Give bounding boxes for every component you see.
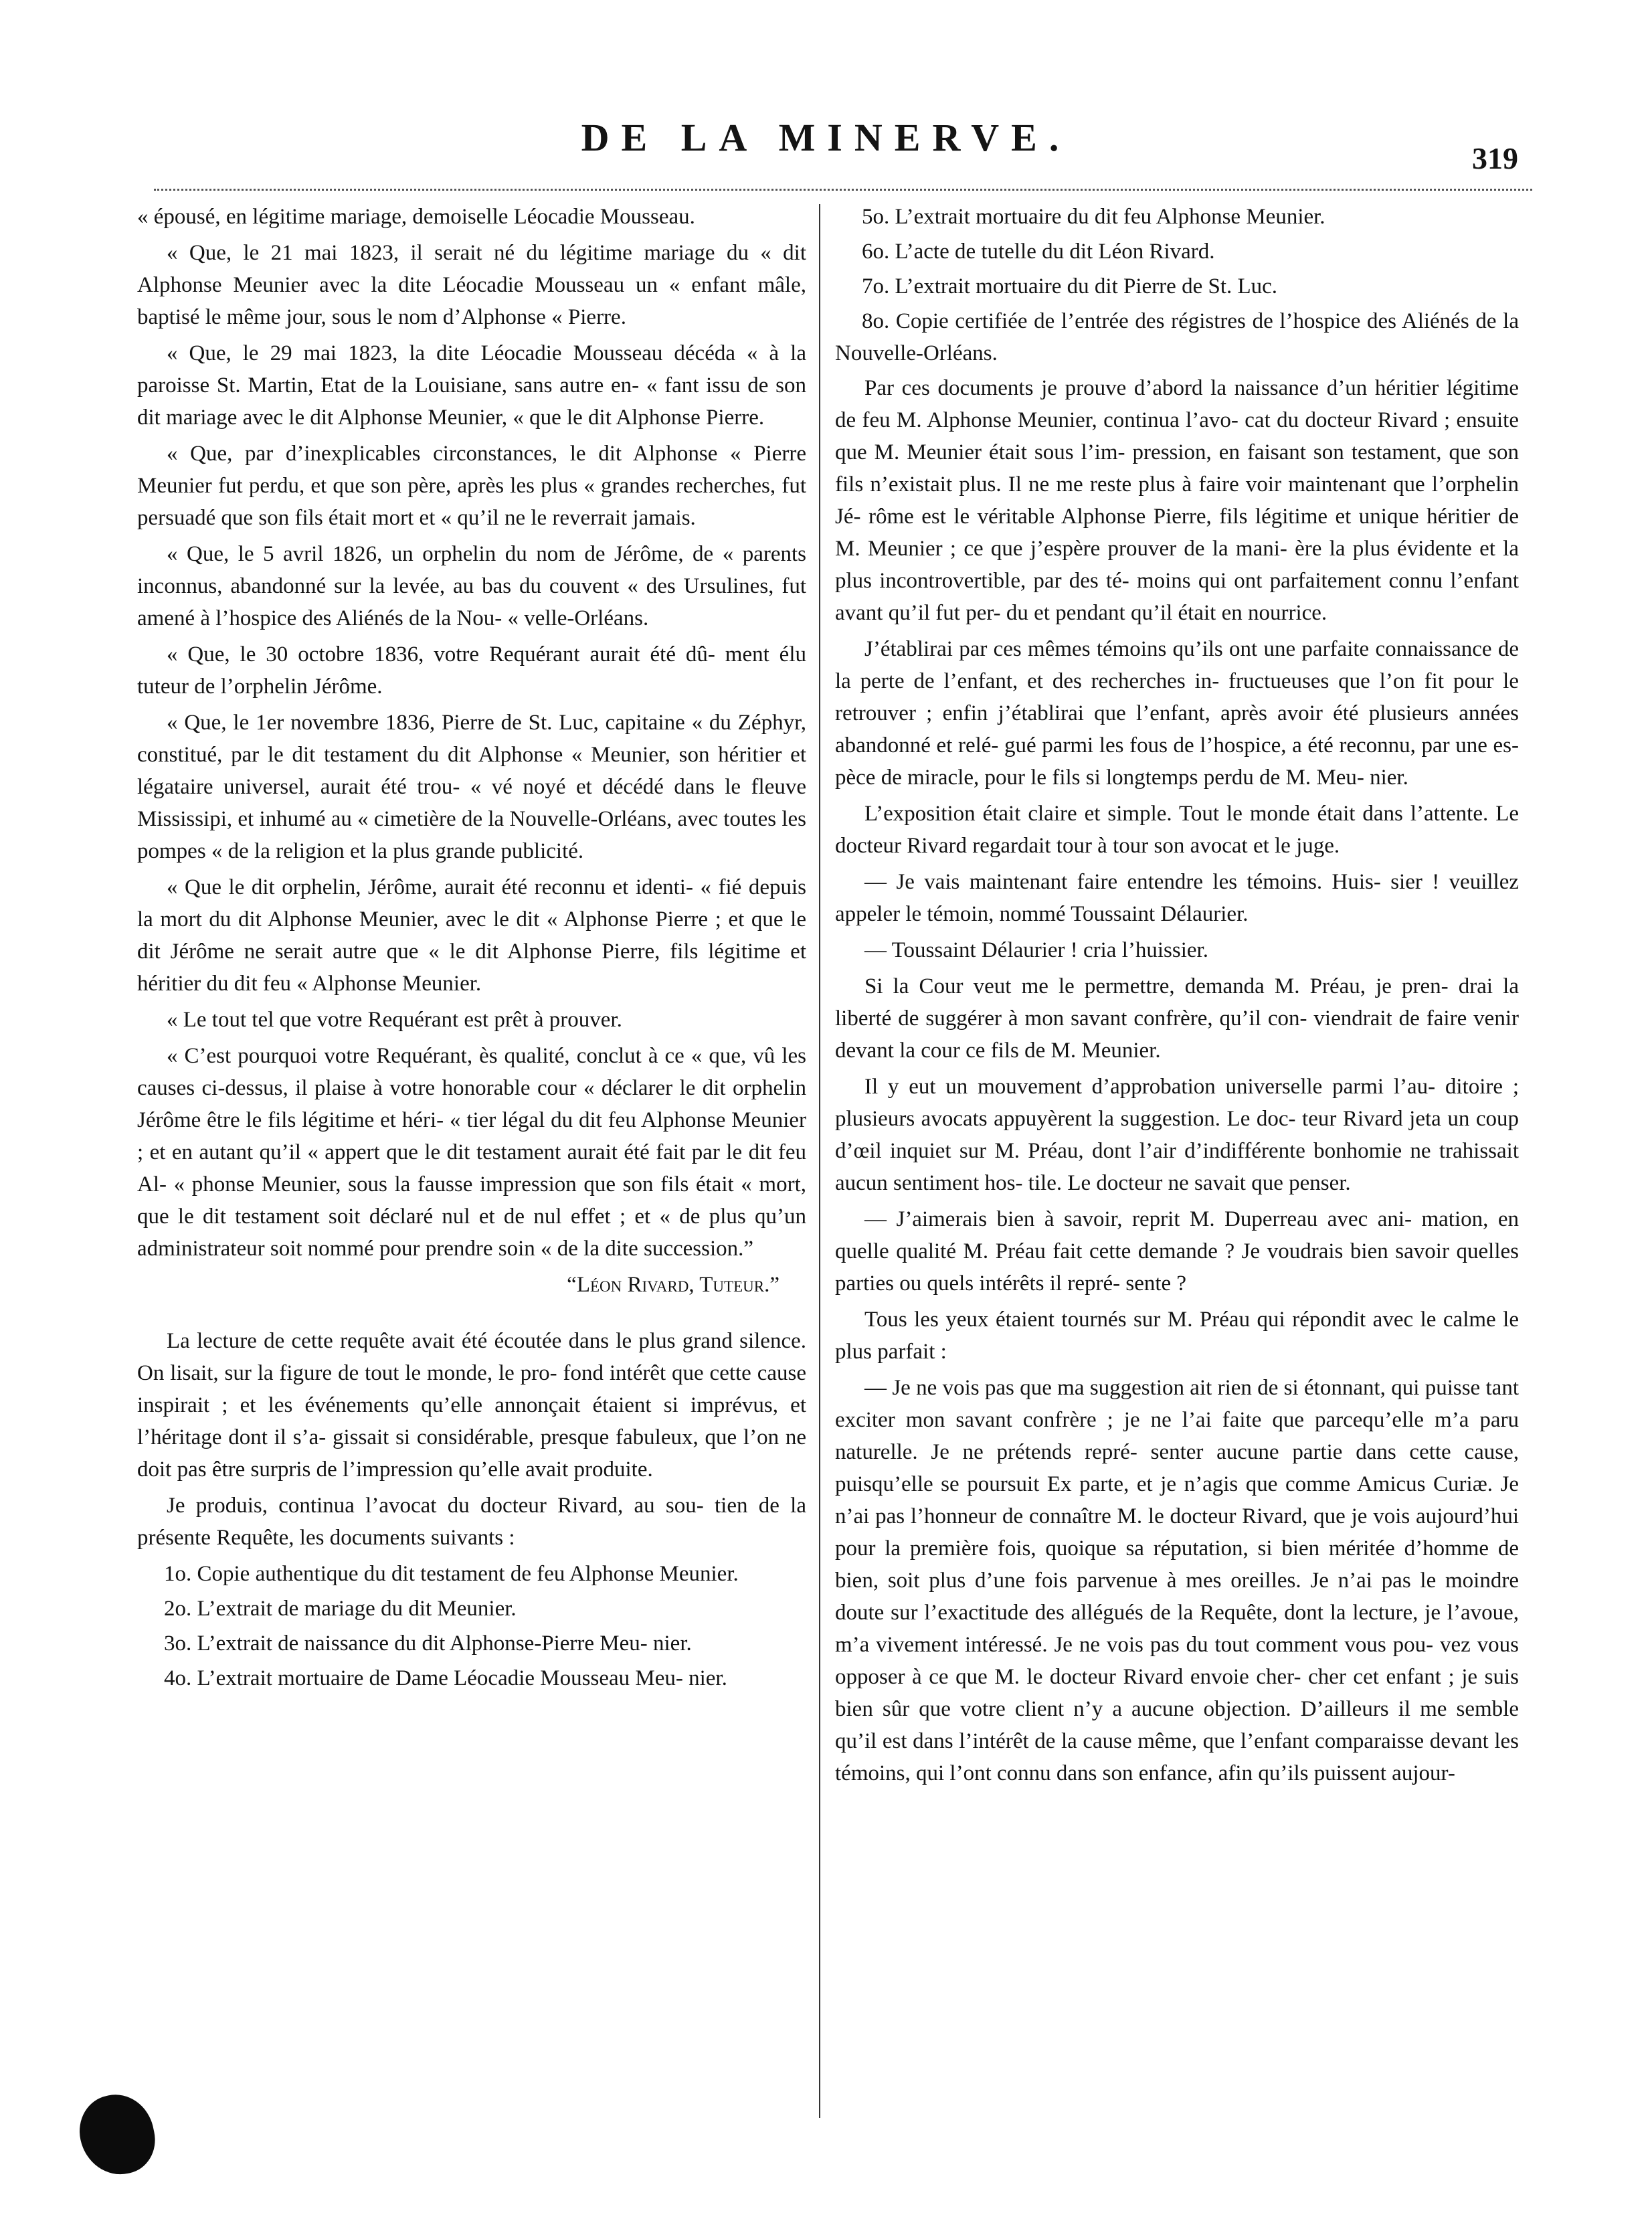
paragraph: Tous les yeux étaient tournés sur M. Préau qui répondit avec le calme le plus parfait :: [835, 1308, 1519, 1364]
running-header-title: DE LA MINERVE.: [581, 116, 1071, 159]
paragraph: « Que, le 30 octobre 1836, votre Requérant aurait été dû- ment élu tuteur de l’orphelin Jérôme.: [137, 642, 806, 699]
page-number: 319: [1472, 141, 1518, 175]
paragraph: « Le tout tel que votre Requérant est prêt à prouver.: [167, 1008, 622, 1032]
document-list-item: 2o. L’extrait de mariage du dit Meunier.: [164, 1597, 517, 1621]
paragraph: « Que, le 21 mai 1823, il serait né du légitime mariage du « dit Alphonse Meunier avec la dite Léocadie Mousseau un « enfant mâle, baptisé le même jour, sous le nom d’Alphonse « Pierre.: [137, 241, 806, 329]
paragraph: « C’est pourquoi votre Requérant, ès qualité, conclut à ce « que, vû les causes ci-dessus, il plaise à votre honorable cour « déclarer le dit orphelin Jérôme être le fils légitime et héri- « tier légal du dit feu Alphonse Meunier ; et en autant qu’il « appert que le dit testament aurait été fait par le dit feu Al- « phonse Meunier, sous la fausse impression que son fils était « mort, que le dit testament soit déclaré nul et de nul effet ; et « de plus qu’un administrateur soit nommé pour prendre soin « de la dite succession.”: [137, 1044, 806, 1261]
left-column: [137, 201, 806, 2141]
document-list-item: 7o. L’extrait mortuaire du dit Pierre de St. Luc.: [862, 274, 1278, 298]
paragraph: « Que le dit orphelin, Jérôme, aurait été reconnu et identi- « fié depuis la mort du dit Alphonse Meunier, avec le dit « Alphonse Pierre ; et que le dit Jérôme ne serait autre que « le dit Alphonse Pierre, fils légitime et héritier du dit feu « Alphonse Meunier.: [137, 875, 806, 996]
document-list-item: 1o. Copie authentique du dit testament de feu Alphonse Meunier.: [164, 1562, 739, 1586]
paragraph: — Je ne vois pas que ma suggestion ait rien de si étonnant, qui puisse tant exciter mon savant confrère ; je ne l’ai faite que parcequ’elle m’a paru naturelle. Je ne prétends repré- senter aucune partie dans cette cause, puisqu’elle se poursuit Ex parte, et je n’agis que comme Amicus Curiæ. Je n’ai pas l’honneur de connaître M. le docteur Rivard, que je vois aujourd’hui pour la première fois, quoique sa réputation, si bien méritée d’homme de bien, soit plus d’une fois parvenue à mes oreilles. Je n’ai pas le moindre doute sur l’exactitude des allégués de la Requête, dont la lecture, je l’avoue, m’a vivement intéressé. Je ne vois pas du tout comment vous pou- vez vous opposer à ce que M. le docteur Rivard envoie cher- cher cet enfant ; je suis bien sûr que votre client n’y a aucune objection. D’ailleurs il me semble qu’il est dans l’intérêt de la cause même, que l’enfant comparaisse devant les témoins, qui l’ont connu dans son enfance, afin qu’ils puissent aujour-: [835, 1376, 1519, 1785]
document-list-item: 6o. L’acte de tutelle du dit Léon Rivard.: [862, 240, 1215, 264]
paragraph: « épousé, en légitime mariage, demoiselle Léocadie Mousseau.: [137, 205, 695, 229]
paragraph: Si la Cour veut me le permettre, demanda M. Préau, je pren- drai la liberté de suggérer à mon savant confrère, qu’il con- viendrait de faire venir devant la cour ce fils de M. Meunier.: [835, 974, 1519, 1063]
right-column: [835, 201, 1519, 2141]
paragraph: Je produis, continua l’avocat du docteur Rivard, au sou- tien de la présente Requête, les documents suivants :: [137, 1494, 806, 1550]
paragraph: « Que, par d’inexplicables circonstances, le dit Alphonse « Pierre Meunier fut perdu, et que son père, après les plus « grandes recherches, fut persuadé que son fils était mort et « qu’il ne le reverrait jamais.: [137, 442, 806, 530]
paragraph: « Que, le 29 mai 1823, la dite Léocadie Mousseau décéda « à la paroisse St. Martin, Etat de la Louisiane, sans autre en- « fant issu de son dit mariage avec le dit Alphonse Meunier, « que le dit Alphonse Pierre.: [137, 341, 806, 430]
paragraph: L’exposition était claire et simple. Tout le monde était dans l’attente. Le docteur Rivard regardait tour à tour son avocat et le juge.: [835, 802, 1519, 858]
paragraph: « Que, le 1er novembre 1836, Pierre de St. Luc, capitaine « du Zéphyr, constitué, par le dit testament du dit Alphonse « Meunier, son héritier et légataire universel, aurait été trou- « vé noyé et décédé dans le fleuve Mississipi, et inhumé au « cimetière de la Nouvelle-Orléans, avec toutes les pompes « de la religion et la plus grande publicité.: [137, 711, 806, 863]
header-rule: [154, 189, 1532, 191]
document-list-item: 8o. Copie certifiée de l’entrée des régistres de l’hospice des Aliénés de la Nouvelle-Orléans.: [835, 309, 1519, 365]
document-list-item: 3o. L’extrait de naissance du dit Alphonse-Pierre Meu- nier.: [164, 1631, 692, 1656]
paragraph: — J’aimerais bien à savoir, reprit M. Duperreau avec ani- mation, en quelle qualité M. Préau fait cette demande ? Je voudrais bien savoir quelles parties ou quels intérêts il repré- sente ?: [835, 1207, 1519, 1296]
signature-line: “Léon Rivard, Tuteur.”: [567, 1273, 779, 1297]
paragraph: J’établirai par ces mêmes témoins qu’ils ont une parfaite connaissance de la perte de l’enfant, et des recherches in- fructueuses que l’on fit pour le retrouver ; enfin j’établirai que l’enfant, après avoir été plusieurs années abandonné et relé- gué parmi les fous de l’hospice, a été reconnu, par une es- pèce de miracle, pour le fils si longtemps perdu de M. Meu- nier.: [835, 637, 1519, 790]
paragraph: La lecture de cette requête avait été écoutée dans le plus grand silence. On lisait, sur la figure de tout le monde, le pro- fond intérêt que cette cause inspirait ; et les événements qu’elle annonçait étaient si imprévus, et l’héritage dont il s’a- gissait si considérable, presque fabuleux, que l’on ne doit pas être surpris de l’impression qu’elle avait produite.: [137, 1329, 806, 1482]
document-list-item: 5o. L’extrait mortuaire du dit feu Alphonse Meunier.: [862, 205, 1325, 229]
paragraph: Il y eut un mouvement d’approbation universelle parmi l’au- ditoire ; plusieurs avocats appuyèrent la suggestion. Le doc- teur Rivard jeta un coup d’œil inquiet sur M. Préau, dont l’air d’indifférente bonhomie ne trahissait aucun sentiment hos- tile. Le docteur ne savait que penser.: [835, 1075, 1519, 1195]
column-divider: [819, 204, 820, 2118]
paragraph: — Je vais maintenant faire entendre les témoins. Huis- sier ! veuillez appeler le témoin, nommé Toussaint Délaurier.: [835, 870, 1519, 926]
paragraph: Par ces documents je prouve d’abord la naissance d’un héritier légitime de feu M. Alphonse Meunier, continua l’avo- cat du docteur Rivard ; ensuite que M. Meunier était sous l’im- pression, en faisant son testament, que son fils n’existait plus. Il ne me reste plus à faire voir maintenant que l’orphelin Jé- rôme est le véritable Alphonse Pierre, fils légitime et unique héritier de M. Meunier ; ce que j’espère prouver de la mani- ère la plus évidente et la plus incontrovertible, par des té- moins qui ont parfaitement connu l’enfant avant qu’il fut per- du et pendant qu’il était en nourrice.: [835, 376, 1519, 625]
paragraph: « Que, le 5 avril 1826, un orphelin du nom de Jérôme, de « parents inconnus, abandonné sur la levée, au bas du couvent « des Ursulines, fut amené à l’hospice des Aliénés de la Nou- « velle-Orléans.: [137, 542, 806, 630]
paragraph: — Toussaint Délaurier ! cria l’huissier.: [864, 938, 1208, 962]
document-list-item: 4o. L’extrait mortuaire de Dame Léocadie Mousseau Meu- nier.: [164, 1666, 727, 1690]
